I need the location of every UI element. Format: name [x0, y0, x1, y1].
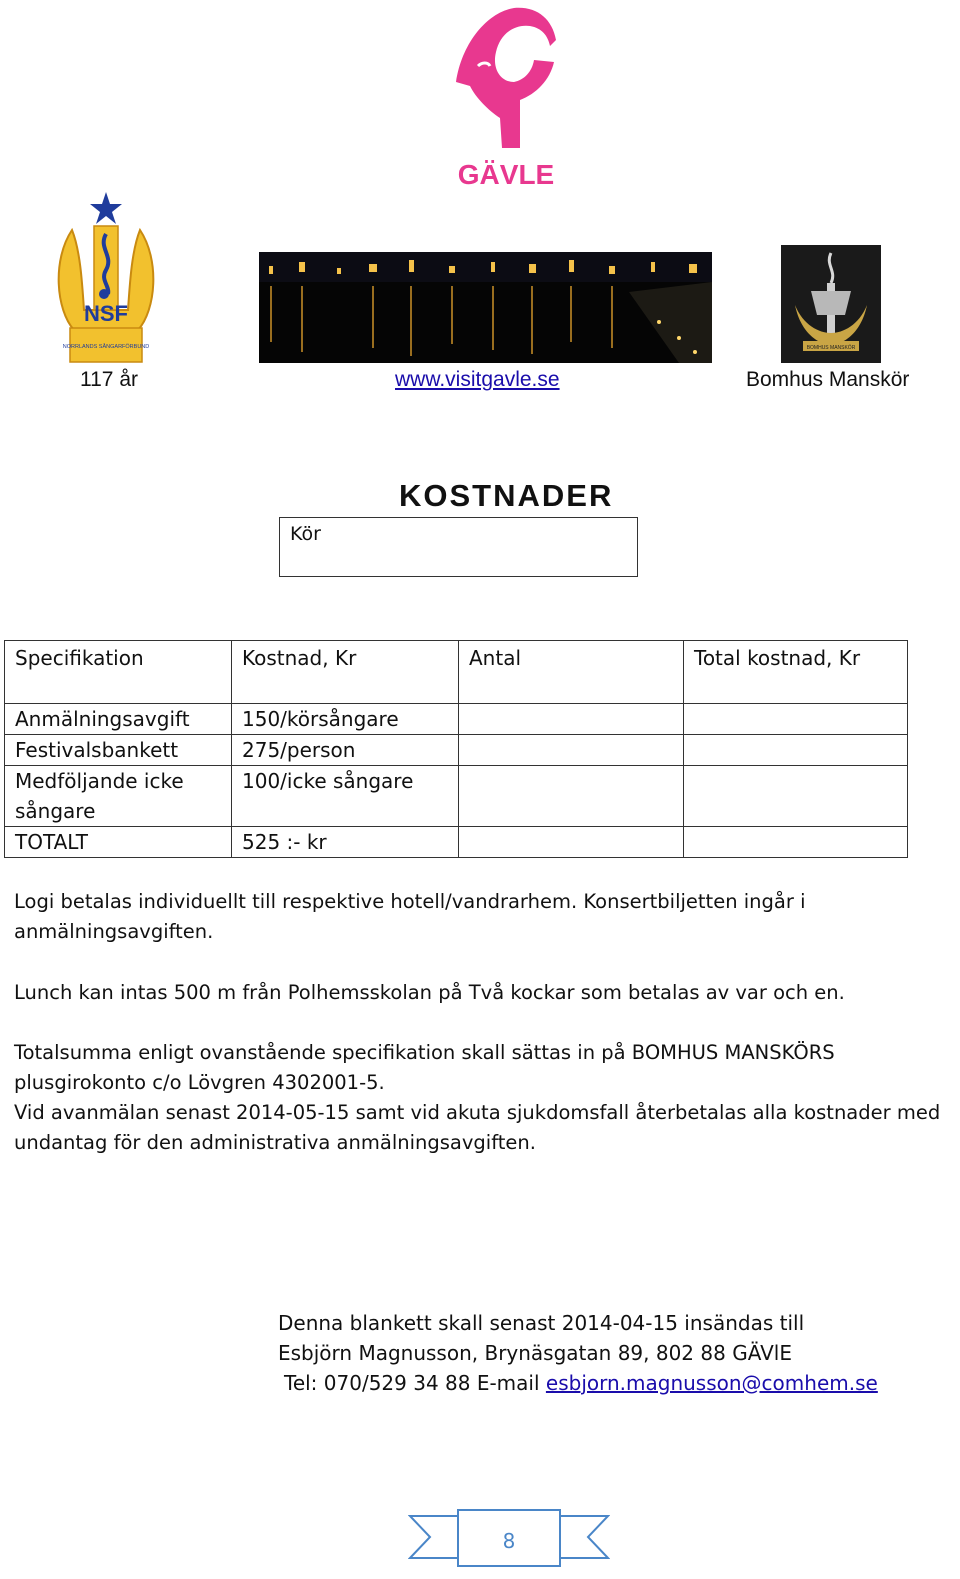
visitgavle-link[interactable]: www.visitgavle.se	[395, 368, 560, 391]
table-cell-antal[interactable]	[459, 735, 684, 766]
table-row	[5, 827, 908, 858]
page-number: 8	[502, 1529, 516, 1553]
table-row	[5, 766, 908, 827]
table-cell-total[interactable]	[684, 827, 908, 858]
table-header: Kostnad, Kr	[232, 641, 459, 704]
table-cell: Festivalsbankett	[5, 735, 232, 766]
table-cell-antal[interactable]	[459, 766, 684, 827]
table-row	[5, 704, 908, 735]
page-number-banner	[408, 1508, 610, 1568]
caption-years: 117 år	[80, 368, 138, 391]
paragraph-totalsumma: Totalsumma enligt ovanstående specifikation skall sättas in på BOMHUS MANSKÖRS plusgirokonto c/o Lövgren 4302001-5.	[14, 1041, 835, 1094]
kor-input-box[interactable]	[279, 517, 638, 577]
footer-line-3	[284, 1368, 878, 1398]
table-cell: 525 :- kr	[232, 827, 459, 858]
table-header: Total kostnad, Kr	[684, 641, 908, 704]
footer-line-1: Denna blankett skall senast 2014-04-15 insändas till	[278, 1311, 805, 1335]
table-row	[5, 735, 908, 766]
table-header-row	[5, 641, 908, 704]
footer-line-2: Esbjörn Magnusson, Brynäsgatan 89, 802 88 GÄVlE	[278, 1341, 792, 1365]
table-cell-antal[interactable]	[459, 827, 684, 858]
table-header: Antal	[459, 641, 684, 704]
email-link[interactable]: esbjorn.magnusson@comhem.se	[545, 1371, 878, 1395]
nsf-logo-text: NSF	[84, 301, 128, 326]
caption-choir: Bomhus Manskör	[746, 368, 910, 391]
footer-phone: Tel: 070/529 34 88 E-mail	[284, 1371, 546, 1395]
table-cell: 100/icke sångare	[232, 766, 459, 827]
nsf-logo	[52, 190, 160, 364]
gavle-logo-text: GÄVLE	[457, 159, 555, 188]
table-cell: 275/person	[232, 735, 459, 766]
table-cell-total[interactable]	[684, 735, 908, 766]
table-header: Specifikation	[5, 641, 232, 704]
bomhus-manskor-emblem	[781, 245, 881, 363]
table-cell: Anmälningsavgift	[5, 704, 232, 735]
emblem-text: BOMHUS MANSKÖR	[806, 345, 856, 351]
page-title: KOSTNADER	[399, 478, 614, 513]
gavle-harbour-photo	[259, 252, 712, 363]
paragraph-lunch: Lunch kan intas 500 m från Polhemsskolan på Två kockar som betalas av var och en.	[14, 981, 845, 1004]
table-cell-antal[interactable]	[459, 704, 684, 735]
cost-table	[4, 640, 908, 858]
paragraph-avanmalan: Vid avanmälan senast 2014-05-15 samt vid akuta sjukdomsfall återbetalas alla kostnader med undantag för den administrativa anmälningsavgiften.	[14, 1101, 941, 1154]
gavle-logo	[448, 2, 564, 188]
paragraph-logi: Logi betalas individuellt till respektive hotell/vandrarhem. Konsertbiljetten ingår i anmälningsavgiften.	[14, 890, 806, 943]
table-cell: Medföljande icke sångare	[5, 766, 232, 827]
nsf-logo-subtext: NORRLANDS SÅNGARFÖRBUND	[62, 344, 150, 350]
table-cell-total[interactable]	[684, 766, 908, 827]
table-cell-total[interactable]	[684, 704, 908, 735]
table-cell: 150/körsångare	[232, 704, 459, 735]
caption-link	[395, 368, 560, 392]
kor-label: Kör	[290, 523, 321, 545]
table-cell: TOTALT	[5, 827, 232, 858]
